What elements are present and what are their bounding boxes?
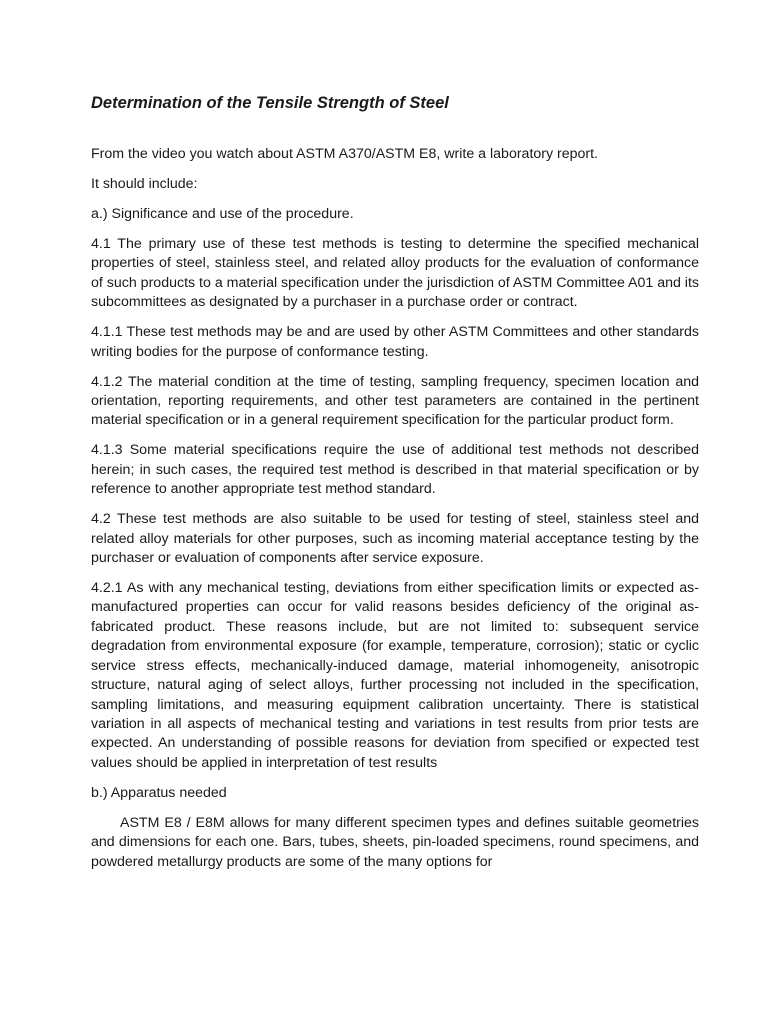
- paragraph-4-1-1: 4.1.1 These test methods may be and are used by other ASTM Committees and other standards writing bodies for the purpose of conformance testing.: [91, 324, 699, 360]
- intro-instruction: From the video you watch about ASTM A370/ASTM E8, write a laboratory report.: [91, 146, 599, 162]
- paragraph-4-1: 4.1 The primary use of these test methods is testing to determine the specified mechanical properties of steel, stainless steel, and related alloy products for the evaluation of conformance of such products to a material specification under the jurisdiction of ASTM Committee A01 and its subcommittees as designated by a purchaser in a purchase order or contract.: [91, 236, 699, 311]
- paragraph-4-2: 4.2 These test methods are also suitable to be used for testing of steel, stainless steel and related alloy materials for other purposes, such as incoming material acceptance testing by the purchaser or evaluation of components after service exposure.: [91, 511, 699, 567]
- document-body: [91, 145, 699, 883]
- document-title: Determination of the Tensile Strength of Steel: [91, 94, 449, 112]
- section-b-heading: b.) Apparatus needed: [91, 784, 227, 801]
- paragraph-4-1-3: 4.1.3 Some material specifications require the use of additional test methods not described herein; in such cases, the required test method is described in that material specification or by reference to another appropriate test method standard.: [91, 442, 699, 498]
- requirements-lead: It should include:: [91, 176, 198, 192]
- apparatus-paragraph: ASTM E8 / E8M allows for many different specimen types and defines suitable geometries and dimensions for each one. Bars, tubes, sheets, pin-loaded specimens, round specimens, and powdered metallurgy products are some of the many options for: [91, 814, 699, 870]
- section-a-heading: a.) Significance and use of the procedure.: [91, 206, 354, 222]
- paragraph-4-2-1: 4.2.1 As with any mechanical testing, deviations from either specification limits or expected as-manufactured properties can occur for valid reasons besides deficiency of the original as-fabricated product. These reasons include, but are not limited to: subsequent service degradation from environmental exposure (for example, temperature, corrosion); static or cyclic service stress effects, mechanically-induced damage, material inhomogeneity, anisotropic structure, natural aging of select alloys, further processing not included in the specification, sampling limitations, and measuring equipment calibration uncertainty. There is statistical variation in all aspects of mechanical testing and variations in test results from prior tests are expected. An understanding of possible reasons for deviation from specified or expected test values should be applied in interpretation of test results: [91, 580, 699, 771]
- paragraph-4-1-2: 4.1.2 The material condition at the time of testing, sampling frequency, specimen location and orientation, reporting requirements, and other test parameters are contained in the pertinent material specification or in a general requirement specification for the particular product form.: [91, 373, 699, 429]
